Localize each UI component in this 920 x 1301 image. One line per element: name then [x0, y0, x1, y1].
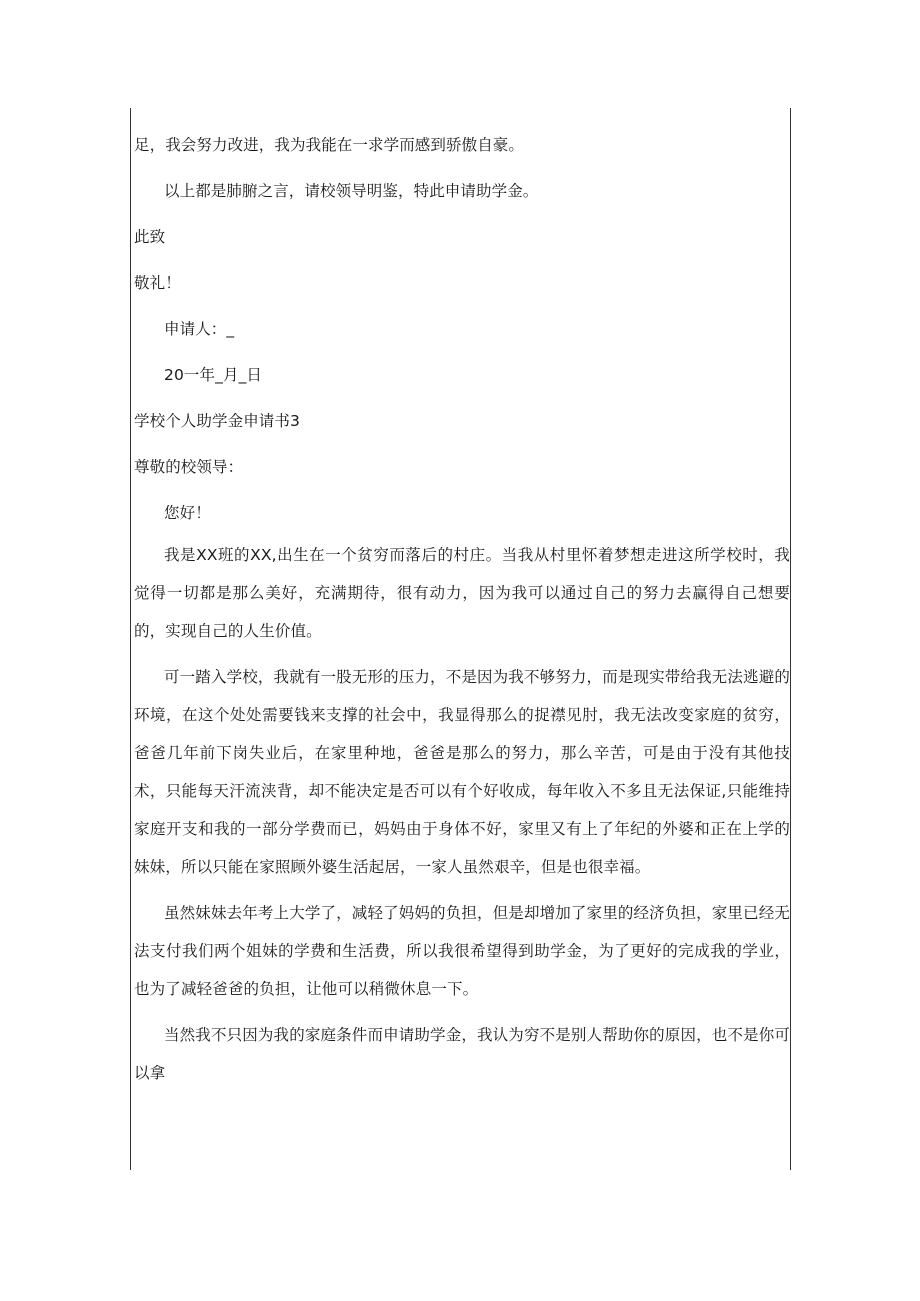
greeting-line: 尊敬的校领导： [134, 458, 244, 476]
page-border-left [130, 108, 131, 1170]
salutation-line: 敬礼！ [134, 274, 181, 292]
document-body [134, 122, 790, 1092]
closing-line: 此致 [134, 228, 166, 246]
body-paragraph: 我是XX班的XX,出生在一个贫穷而落后的村庄。当我从村里怀着梦想走进这所学校时，我觉得一切都是那么美好，充满期待，很有动力，因为我可以通过自己的努力去赢得自己想要的，实现自己的人生价值。 [134, 546, 790, 640]
applicant-line: 申请人：_ [164, 320, 235, 338]
body-paragraph: 可一踏入学校，我就有一股无形的压力，不是因为我不够努力，而是现实带给我无法逃避的环境，在这个处处需要钱来支撑的社会中，我显得那么的捉襟见肘，我无法改变家庭的贫穷，爸爸几年前下岗失业后，在家里种地，爸爸是那么的努力，那么辛苦，可是由于没有其他技术，只能每天汗流浃背，却不能决定是否可以有个好收成，每年收入不多且无法保证,只能维持家庭开支和我的一部分学费而已，妈妈由于身体不好，家里又有上了年纪的外婆和正在上学的妹妹，所以只能在家照顾外婆生活起居，一家人虽然艰辛，但是也很幸福。 [134, 668, 791, 876]
page-border-right [790, 108, 791, 1170]
body-paragraph: 当然我不只因为我的家庭条件而申请助学金，我认为穷不是别人帮助你的原因，也不是你可以拿 [134, 1026, 791, 1082]
greeting-line: 您好！ [164, 504, 211, 522]
section-title: 学校个人助学金申请书3 [134, 412, 300, 430]
text-line: 以上都是肺腑之言，请校领导明鉴，特此申请助学金。 [164, 182, 539, 200]
body-paragraph: 虽然妹妹去年考上大学了，减轻了妈妈的负担，但是却增加了家里的经济负担，家里已经无法支付我们两个姐妹的学费和生活费，所以我很希望得到助学金，为了更好的完成我的学业，也为了减轻爸爸的负担，让他可以稍微休息一下。 [134, 904, 791, 998]
text-line: 足，我会努力改进，我为我能在一求学而感到骄傲自豪。 [134, 136, 525, 154]
date-line: 20一年_月_日 [164, 366, 263, 384]
